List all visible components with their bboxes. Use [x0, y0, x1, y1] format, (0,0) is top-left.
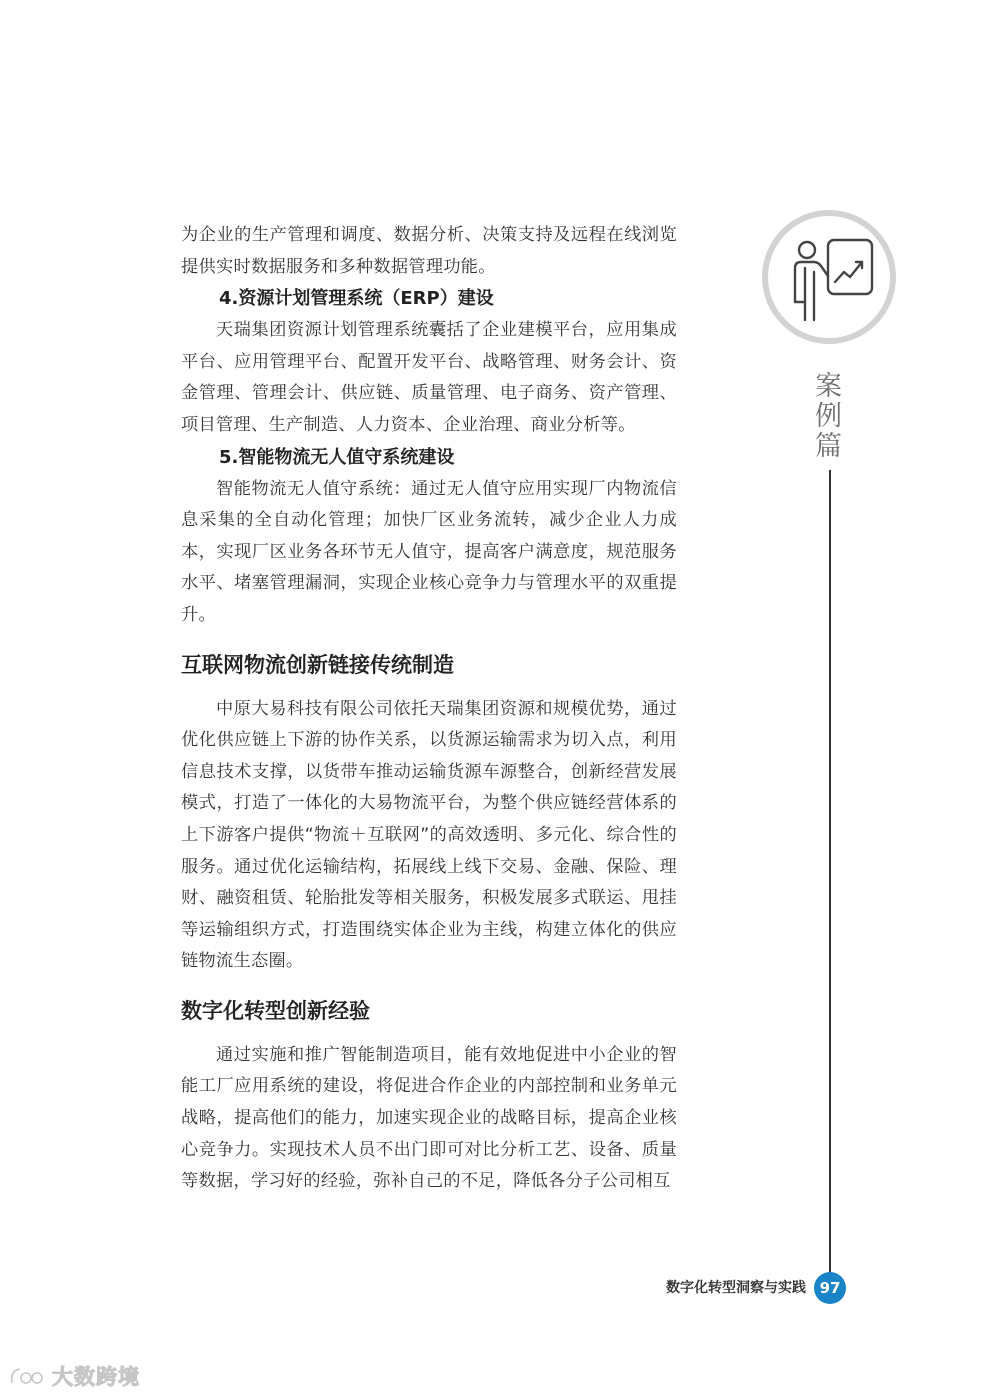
watermark-logo-icon: [8, 1363, 48, 1389]
main-content: [181, 220, 677, 1198]
section-badge: [762, 210, 896, 344]
internet-logistics-paragraph: 中原大易科技有限公司依托天瑞集团资源和规模优势，通过优化供应链上下游的协作关系，以货源运输需求为切入点，利用信息技术支撑，以货带车推动运输货源车源整合，创新经营发展模式，打造了一体化的大易物流平台，为整个供应链经营体系的上下游客户提供“物流＋互联网”的高效透明、多元化、综合性的服务。通过优化运输结构，拓展线上线下交易、金融、保险、理财、融资租赁、轮胎批发等相关服务，积极发展多式联运、甩挂等运输组织方式，打造围绕实体企业为主线，构建立体化的供应链物流生态圈。: [181, 698, 677, 972]
presenter-chart-icon: [762, 210, 896, 344]
vertical-divider: [829, 470, 831, 1276]
intro-paragraph: 为企业的生产管理和调度、数据分析、决策支持及远程在线浏览提供实时数据服务和多种数据管理功能。: [181, 225, 677, 277]
watermark: [8, 1362, 140, 1390]
section-heading-digital-experience: 数字化转型创新经验: [181, 997, 370, 1023]
logistics-paragraph: 智能物流无人值守系统：通过无人值守应用实现厂内物流信息采集的全自动化管理；加快厂区业务流转，减少企业人力成本，实现厂区业务各环节无人值守，提高客户满意度，规范服务水平、堵塞管理漏洞，实现企业核心竞争力与管理水平的双重提升。: [181, 478, 677, 625]
footer-title: 数字化转型洞察与实践: [666, 1280, 806, 1296]
section-side-label: 案例篇: [815, 371, 843, 462]
page-number: 97: [814, 1272, 846, 1304]
section-heading-internet-logistics: 互联网物流创新链接传统制造: [181, 651, 454, 677]
subheading-erp: 4.资源计划管理系统（ERP）建设: [219, 288, 494, 310]
watermark-text: 大数跨境: [52, 1365, 140, 1389]
subheading-logistics: 5.智能物流无人值守系统建设: [219, 446, 455, 468]
erp-paragraph: 天瑞集团资源计划管理系统囊括了企业建模平台，应用集成平台、应用管理平台、配置开发平台、战略管理、财务会计、资金管理、管理会计、供应链、质量管理、电子商务、资产管理、项目管理、生产制造、人力资本、企业治理、商业分析等。: [181, 320, 677, 435]
digital-experience-paragraph: 通过实施和推广智能制造项目，能有效地促进中小企业的智能工厂应用系统的建设，将促进合作企业的内部控制和业务单元战略，提高他们的能力，加速实现企业的战略目标，提高企业核心竞争力。实现技术人员不出门即可对比分析工艺、设备、质量等数据，学习好的经验，弥补自己的不足，降低各分子公司相互: [181, 1044, 677, 1192]
